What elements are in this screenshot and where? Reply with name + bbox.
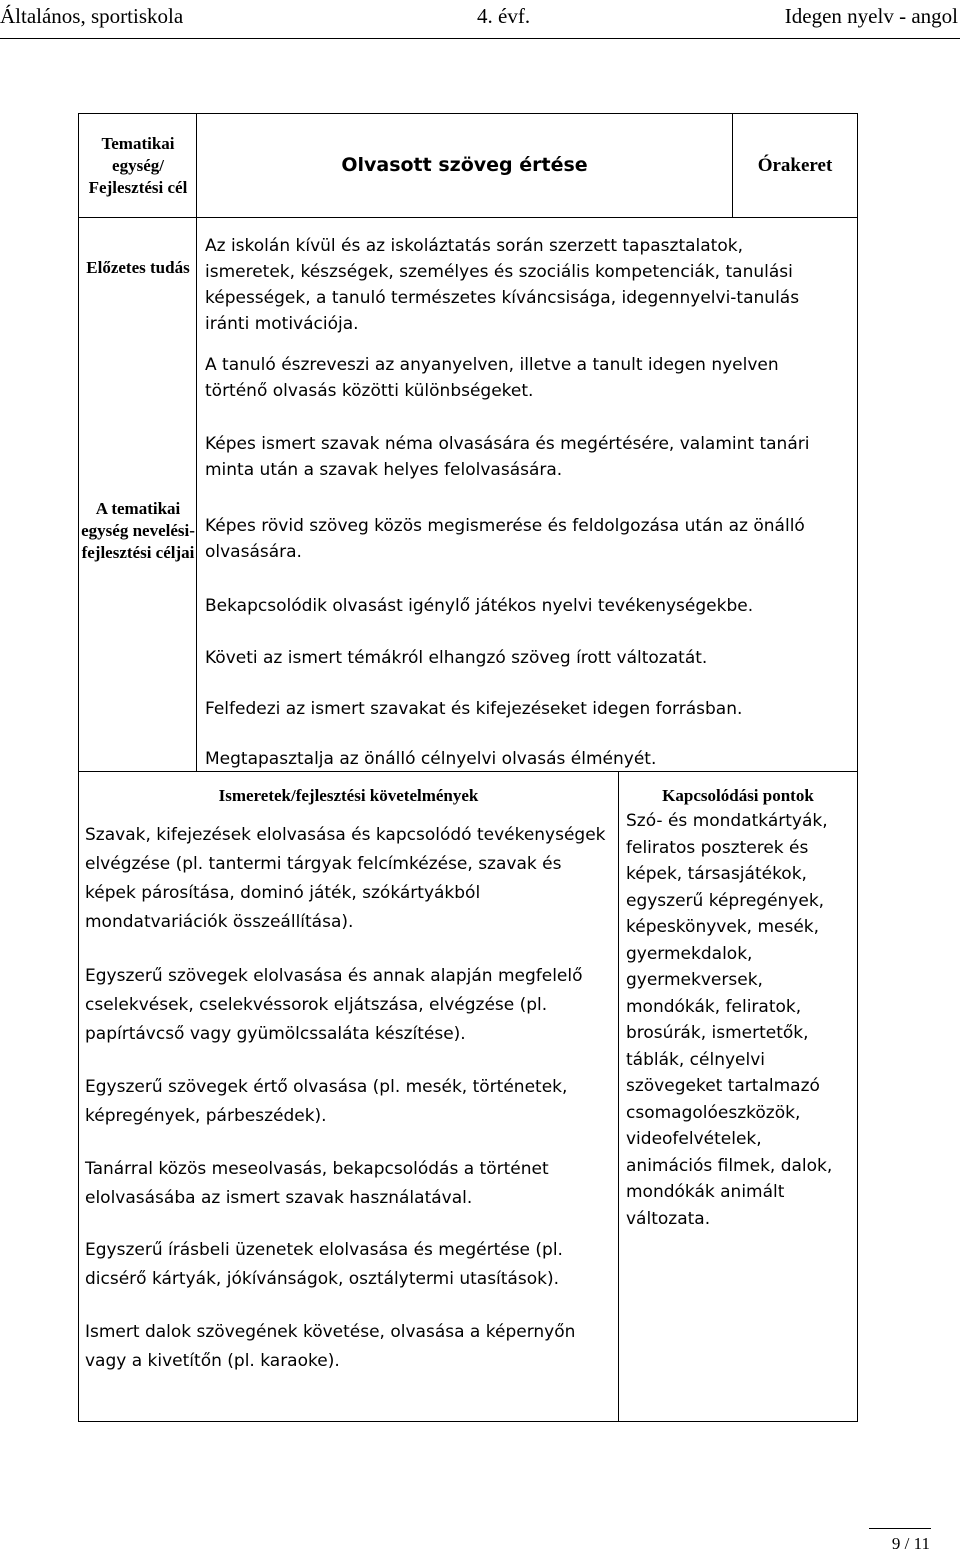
goal-item: A tanuló észreveszi az anyanyelven, illetve a tanult idegen nyelven történő olvasás közötti különbségeket. <box>205 355 779 401</box>
requirement-item: Ismert dalok szövegének követése, olvasása a képernyőn vagy a kivetítőn (pl. karaoke). <box>85 1322 576 1371</box>
hours-label: Órakeret <box>757 155 833 176</box>
requirement-item: Szavak, kifejezések elolvasása és kapcsolódó tevékenységek elvégzése (pl. tantermi tárgyak felcímkézése, szavak és képek párosítása, dominó játék, szókártyákból mondatvariációk összeállítása). <box>85 825 606 932</box>
requirement-item: Egyszerű szövegek elolvasása és annak alapján megfelelő cselekvések, cselekvéssorok eljátszása, elvégzése (pl. papírtávcső vagy gyümölcssaláta készítése). <box>85 966 583 1044</box>
connections-text: Szó- és mondatkártyák, feliratos poszterek és képek, társasjátékok, egyszerű képregények, képeskönyvek, mesék, gyermekdalok, gyermekversek, mondókák, feliratok, brosúrák, ismertetők, táblák, célnyelvi szövegeket tartalmazó csomagolóeszközök, videofelvételek, animációs filmek, dalok, mondókák animált változata. <box>626 811 833 1229</box>
goal-item: Felfedezi az ismert szavakat és kifejezéseket idegen forrásban. <box>205 699 743 719</box>
goal-item: Képes rövid szöveg közös megismerése és feldolgozása után az önálló olvasására. <box>205 516 805 562</box>
goal-item: Követi az ismert témákról elhangzó szöveg írott változatát. <box>205 648 708 668</box>
header-grade: 4. évf. <box>477 4 531 28</box>
page-number: 9 / 11 <box>891 1534 930 1553</box>
goal-item: Megtapasztalja az önálló célnyelvi olvasás élményét. <box>205 749 657 769</box>
goal-item: Bekapcsolódik olvasást igénylő játékos nyelvi tevékenységekbe. <box>205 596 754 616</box>
footer-rule <box>869 1528 931 1529</box>
label-development-goals: A tematikai egység nevelési-fejlesztési céljai <box>81 499 195 562</box>
prior-knowledge-text: Az iskolán kívül és az iskoláztatás során szerzett tapasztalatok, ismeretek, készségek, személyes és szociális kompetenciák, tanulási képességek, a tanuló természetes kíváncsisága, idegennyelvi-tanulás iránti motivációja. <box>205 236 800 334</box>
header-subject: Idegen nyelv - angol <box>784 4 958 28</box>
unit-title: Olvasott szöveg értése <box>341 154 588 176</box>
requirement-item: Egyszerű írásbeli üzenetek elolvasása és megértése (pl. dicsérő kártyák, jókívánságok, osztálytermi utasítások). <box>85 1240 563 1289</box>
header-rule <box>0 38 960 39</box>
page-header <box>0 0 960 34</box>
requirement-item: Tanárral közös meseolvasás, bekapcsolódás a történet elolvasásába az ismert szavak használatával. <box>85 1159 549 1208</box>
requirements-header: Ismeretek/fejlesztési követelmények <box>218 786 479 805</box>
header-school-type: Általános, sportiskola <box>0 4 184 28</box>
connections-header: Kapcsolódási pontok <box>662 786 814 805</box>
label-thematic-unit: Tematikai egység/ Fejlesztési cél <box>88 134 188 197</box>
requirement-item: Egyszerű szövegek értő olvasása (pl. mesék, történetek, képregények, párbeszédek). <box>85 1077 568 1126</box>
label-prior-knowledge: Előzetes tudás <box>86 258 190 277</box>
goal-item: Képes ismert szavak néma olvasására és megértésére, valamint tanári minta után a szavak helyes felolvasására. <box>205 434 810 480</box>
